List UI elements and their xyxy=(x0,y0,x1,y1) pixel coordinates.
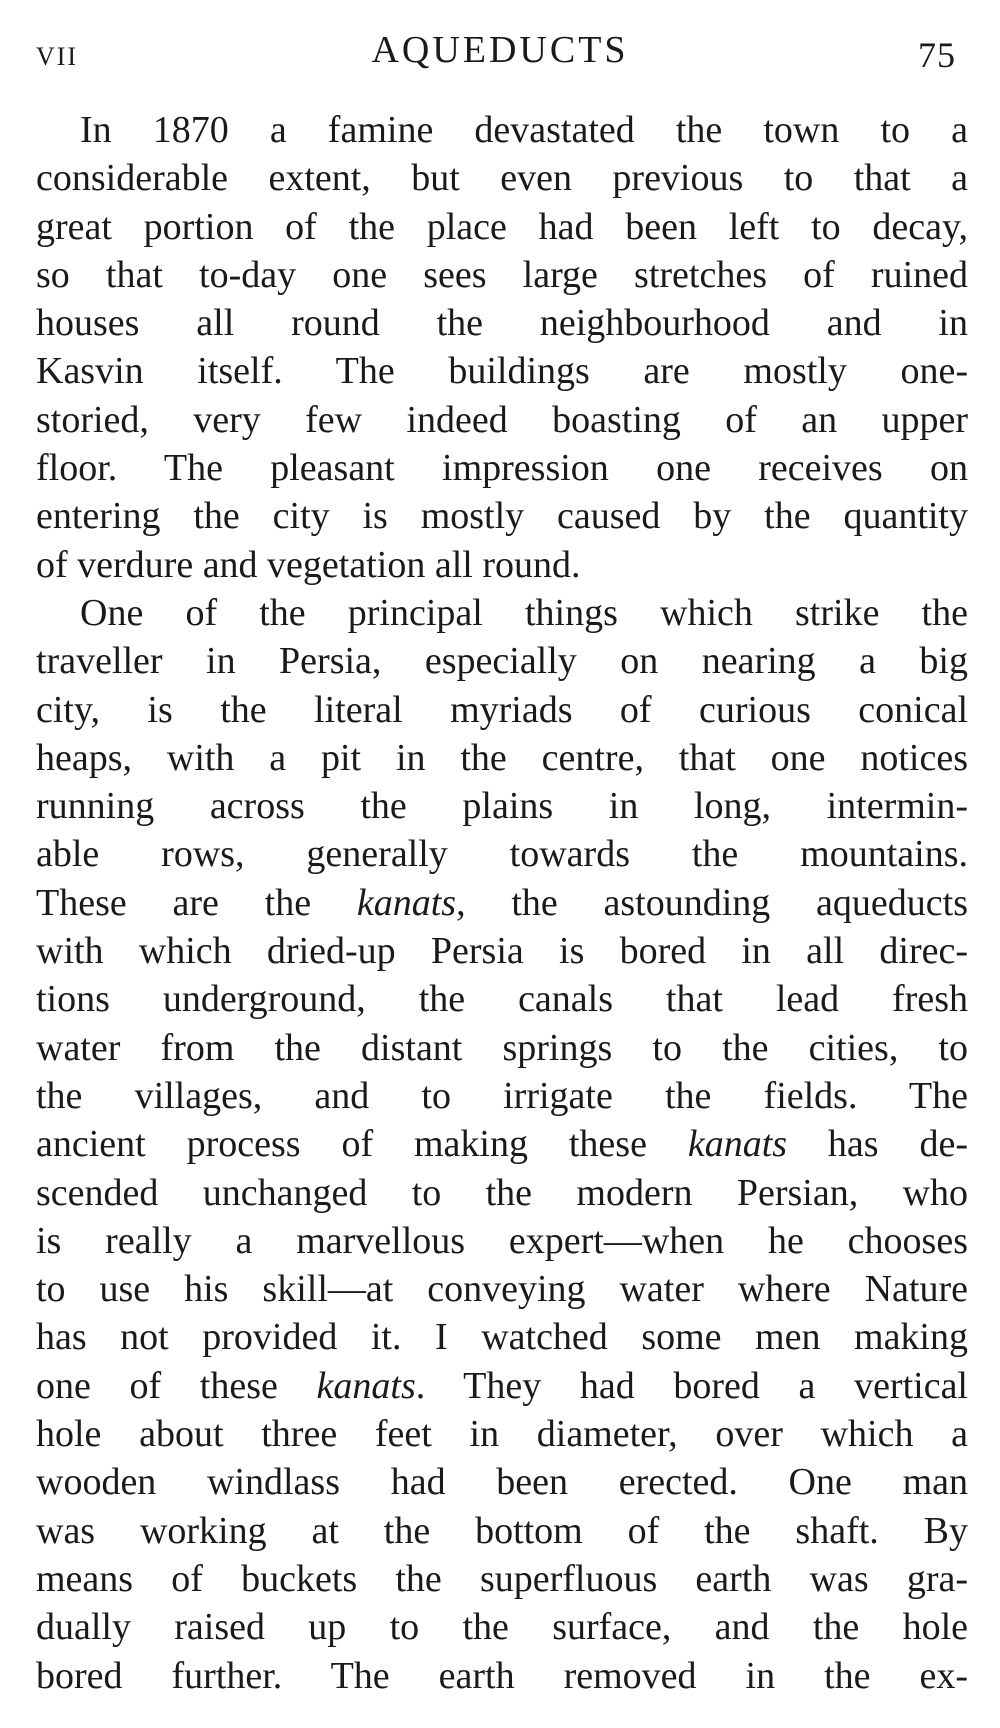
text-run: one of these xyxy=(36,1364,317,1407)
text-run: the villages, and to irrigate the fields. The xyxy=(36,1074,968,1117)
text-line xyxy=(36,1603,968,1651)
italic-term: kanats xyxy=(316,1364,416,1407)
text-run: houses all round the neighbourhood and in xyxy=(36,302,968,345)
text-run: means of buckets the superfluous earth was gra- xyxy=(36,1557,968,1600)
text-line xyxy=(36,154,968,202)
text-run: . They had bored a vertical xyxy=(415,1364,968,1407)
text-line xyxy=(36,106,968,154)
text-line xyxy=(36,1072,968,1120)
text-line xyxy=(36,444,968,492)
text-run: wooden windlass had been erected. One man xyxy=(36,1461,968,1504)
text-run: Kasvin itself. The buildings are mostly one- xyxy=(36,350,968,393)
running-title: AQUEDUCTS xyxy=(371,29,629,71)
text-line xyxy=(36,347,968,395)
text-line xyxy=(36,1313,968,1361)
text-run: city, is the literal myriads of curious conical xyxy=(36,688,968,731)
text-line xyxy=(36,396,968,444)
text-run: great portion of the place had been left to decay, xyxy=(36,205,968,248)
page-number: 75 xyxy=(918,35,956,75)
text-run: One of the principal things which strike the xyxy=(80,591,968,634)
text-line xyxy=(36,1120,968,1168)
text-run: These are the xyxy=(36,881,357,924)
text-line xyxy=(36,589,968,637)
text-run: tions underground, the canals that lead fresh xyxy=(36,978,968,1021)
text-run: able rows, generally towards the mountains. xyxy=(36,833,968,876)
text-line xyxy=(36,541,968,589)
text-run: ancient process of making these xyxy=(36,1123,688,1166)
text-line xyxy=(36,879,968,927)
text-run: running across the plains in long, intermin- xyxy=(36,785,968,828)
text-run: hole about three feet in diameter, over which a xyxy=(36,1413,968,1456)
body-text xyxy=(36,106,968,1700)
text-run: In 1870 a famine devastated the town to a xyxy=(80,109,968,151)
text-run: has not provided it. I watched some men making xyxy=(36,1316,968,1359)
text-run: storied, very few indeed boasting of an upper xyxy=(36,398,968,441)
text-line xyxy=(36,1652,968,1700)
text-run: scended unchanged to the modern Persian, who xyxy=(36,1171,968,1214)
text-line xyxy=(36,975,968,1023)
running-head xyxy=(36,28,964,88)
text-line xyxy=(36,1410,968,1458)
text-line xyxy=(36,734,968,782)
italic-term: kanats xyxy=(687,1123,788,1166)
text-run: was working at the bottom of the shaft. By xyxy=(36,1509,968,1552)
text-line xyxy=(36,686,968,734)
text-line xyxy=(36,782,968,830)
text-line xyxy=(36,1507,968,1555)
text-run: has de- xyxy=(787,1123,968,1166)
text-line xyxy=(36,927,968,975)
text-line xyxy=(36,1265,968,1313)
text-line xyxy=(36,1362,968,1410)
text-line xyxy=(36,1169,968,1217)
chapter-number: VII xyxy=(36,42,79,71)
text-line xyxy=(36,1024,968,1072)
text-run: heaps, with a pit in the centre, that one notices xyxy=(36,736,968,779)
text-run: traveller in Persia, especially on nearing a big xyxy=(36,640,968,683)
text-line xyxy=(36,1458,968,1506)
text-run: entering the city is mostly caused by the quantity xyxy=(36,495,968,538)
text-run: dually raised up to the surface, and the hole xyxy=(36,1606,968,1649)
text-run: considerable extent, but even previous to that a xyxy=(36,157,968,200)
text-line xyxy=(36,492,968,540)
text-line xyxy=(36,830,968,878)
text-line xyxy=(36,637,968,685)
italic-term: kanats xyxy=(356,881,457,924)
text-run: of verdure and vegetation all round. xyxy=(36,543,581,586)
text-run: to use his skill—at conveying water where Nature xyxy=(36,1268,968,1311)
text-run: with which dried-up Persia is bored in all direc- xyxy=(36,930,968,973)
text-run: water from the distant springs to the cities, to xyxy=(36,1026,968,1069)
text-run: floor. The pleasant impression one receives on xyxy=(36,447,968,490)
text-line xyxy=(36,1217,968,1265)
text-line xyxy=(36,1555,968,1603)
text-run: so that to-day one sees large stretches of ruined xyxy=(36,253,968,296)
text-line xyxy=(36,299,968,347)
text-line xyxy=(36,251,968,299)
text-run: bored further. The earth removed in the ex- xyxy=(36,1654,968,1697)
text-line xyxy=(36,203,968,251)
text-run: is really a marvellous expert—when he chooses xyxy=(36,1219,968,1262)
text-run: , the astounding aqueducts xyxy=(456,881,968,924)
